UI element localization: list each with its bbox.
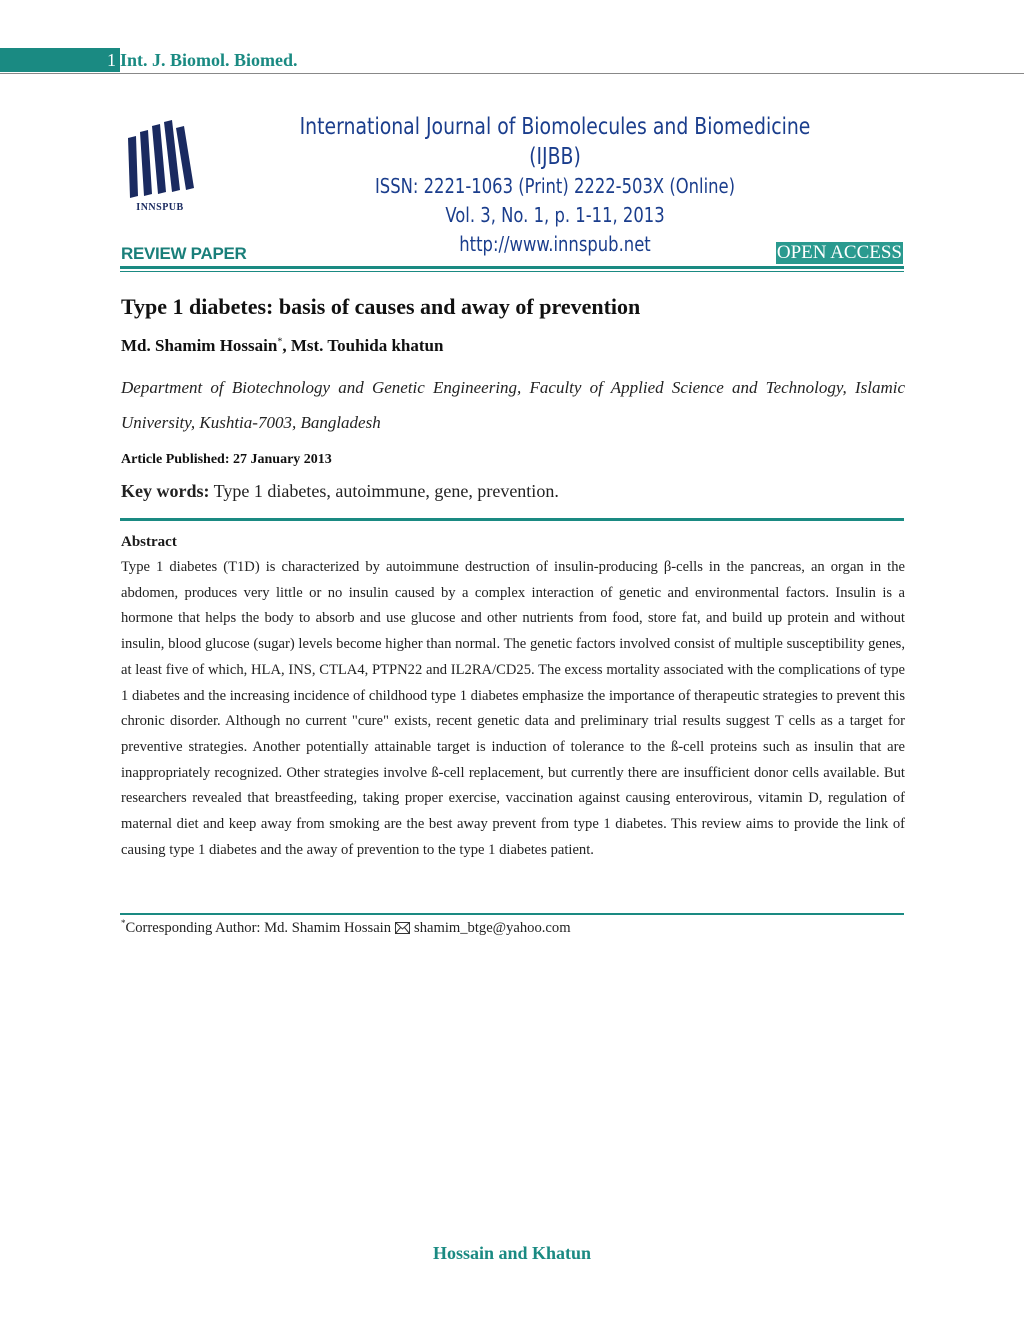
author-2: Mst. Touhida khatun — [290, 336, 444, 355]
open-access-badge — [776, 242, 903, 264]
author-list — [121, 336, 443, 356]
section-rule-top-thin — [120, 271, 904, 272]
page-number: 1 — [107, 50, 116, 70]
paper-type-label: REVIEW PAPER — [121, 244, 247, 263]
corr-email[interactable]: shamim_btge@yahoo.com — [414, 919, 571, 936]
journal-volume: Vol. 3, No. 1, p. 1-11, 2013 — [445, 203, 665, 227]
journal-issn: ISSN: 2221-1063 (Print) 2222-503X (Online) — [374, 174, 736, 198]
running-head: Int. J. Biomol. Biomed. — [120, 50, 298, 70]
author-separator: , — [282, 336, 291, 355]
footer-authors: Hossain and Khatun — [432, 1243, 592, 1263]
keywords-label: Key words: — [121, 481, 210, 501]
affiliation: Department of Biotechnology and Genetic Engineering, Faculty of Applied Science and Technology, Islamic University, Kushtia-7003, Bangladesh — [121, 378, 905, 432]
header-rule — [0, 73, 1024, 74]
corr-mark: * — [121, 918, 126, 928]
keywords — [121, 481, 559, 502]
journal-masthead — [240, 112, 870, 259]
open-access-text: OPEN ACCESS — [776, 242, 902, 263]
article-title: Type 1 diabetes: basis of causes and away of prevention — [121, 294, 641, 319]
section-rule-top — [120, 266, 904, 269]
corresponding-author — [121, 918, 571, 937]
envelope-icon — [395, 922, 410, 934]
abstract-rule-top — [120, 518, 904, 521]
keywords-list: Type 1 diabetes, autoimmune, gene, prevention. — [209, 481, 559, 501]
abstract-heading: Abstract — [121, 534, 177, 550]
abstract-text: Type 1 diabetes (T1D) is characterized by autoimmune destruction of insulin-producing β-cells in the pancreas, an organ in the abdomen, produces very little or no insulin caused by a complex interaction of genetic and environmental factors. Insulin is a hormone that helps the body to absorb and use glucose and other nutrients from food, store fat, and build up protein and without insulin, blood glucose (sugar) levels become higher than normal. The genetic factors involved consist of multiple susceptibility genes, at least five of which, HLA, INS, CTLA4, PTPN22 and IL2RA/CD25. The excess mortality associated with the complications of type 1 diabetes and the increasing incidence of childhood type 1 diabetes emphasize the importance of therapeutic strategies to prevent this chronic disorder. Although no current "cure" exists, recent genetic data and preliminary trial results suggest T cells as a target for preventive strategies. Another potentially attainable target is induction of tolerance to the ß-cell proteins such as insulin that are inappropriately recognized. Other strategies involve ß-cell replacement, but currently there are insufficient donor cells available. But researchers revealed that breastfeeding, taking proper exercise, vaccination against causing enterovirous, vitamin D, regulation of maternal diet and keep away from smoking are the best away prevent from type 1 diabetes. This review aims to provide the link of causing type 1 diabetes and the away of prevention to the type 1 diabetes patient. — [121, 559, 905, 858]
abstract-rule-bottom — [120, 913, 904, 915]
publisher-logo-text: INNSPUB — [136, 202, 184, 213]
journal-url[interactable]: http://www.innspub.net — [459, 232, 651, 256]
corr-label: Corresponding Author: Md. Shamim Hossain — [125, 919, 392, 936]
author-1: Md. Shamim Hossain — [121, 336, 278, 355]
publication-date: Article Published: 27 January 2013 — [121, 452, 332, 467]
corresponding-mark: * — [277, 336, 283, 348]
journal-title: International Journal of Biomolecules and Biomedicine (IJBB) — [299, 114, 811, 170]
